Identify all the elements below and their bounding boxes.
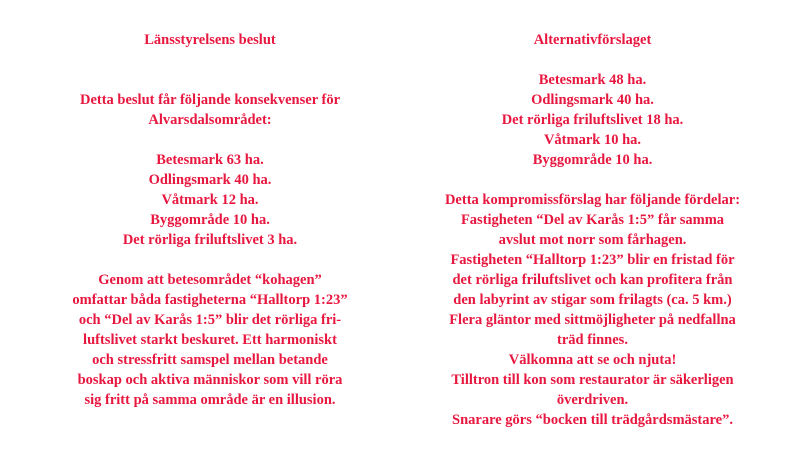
left-paragraph-line: sig fritt på samma område är en illusion. [84,392,336,408]
left-paragraph-line: Genom att betesområdet “kohagen” [98,272,322,288]
left-area-list [20,150,400,250]
left-intro-line: Alvarsdalsområdet: [148,112,272,128]
right-paragraph-line: det rörliga friluftslivet och kan profitera från [452,272,733,288]
right-paragraph [400,190,785,430]
right-area-item: Byggområde 10 ha. [532,152,653,168]
left-intro-line: Detta beslut får följande konsekvenser för [79,92,341,108]
right-paragraph-line: Flera gläntor med sittmöjligheter på nedfallna [449,312,736,328]
right-paragraph-line: Tilltron till kon som restaurator är säkerligen [451,372,734,388]
right-paragraph-line: den labyrint av stigar som frilagts (ca. 5 km.) [453,292,732,308]
right-area-item: Det rörliga friluftslivet 18 ha. [501,112,684,128]
left-area-item: Betesmark 63 ha. [156,152,264,168]
left-paragraph-line: omfattar båda fastigheterna “Halltorp 1:23” [72,292,348,308]
right-paragraph-line: träd finnes. [557,332,628,348]
left-area-item: Odlingsmark 40 ha. [148,172,272,188]
left-area-item: Våtmark 12 ha. [161,192,259,208]
right-paragraph-line: Snarare görs “bocken till trädgårdsmästare”. [452,412,733,428]
left-intro [20,90,400,130]
left-title: Länsstyrelsens beslut [144,32,276,48]
left-paragraph-line: luftslivet starkt beskuret. Ett harmoniskt [83,332,337,348]
right-area-item: Våtmark 10 ha. [543,132,642,148]
left-area-item: Det rörliga friluftslivet 3 ha. [122,232,298,248]
right-title: Alternativförslaget [533,32,652,48]
left-paragraph-line: och stressfritt samspel mellan betande [92,352,328,368]
right-paragraph-line: Välkomna att se och njuta! [508,352,677,368]
right-paragraph-line: Detta kompromissförslag har följande fördelar: [444,192,741,208]
right-paragraph-line: överdriven. [556,392,629,408]
right-area-list [400,70,785,170]
right-paragraph-line: Fastigheten “Halltorp 1:23” blir en fristad för [450,252,735,268]
left-paragraph-line: boskap och aktiva människor som vill röra [77,372,343,388]
left-paragraph-line: och “Del av Karås 1:5” blir det rörliga fri- [78,312,342,328]
right-area-item: Betesmark 48 ha. [538,72,647,88]
right-paragraph-line: Fastigheten “Del av Karås 1:5” får samma [460,212,725,228]
right-area-item: Odlingsmark 40 ha. [531,92,654,108]
left-column [20,30,400,410]
left-paragraph [20,270,400,410]
left-area-item: Byggområde 10 ha. [150,212,270,228]
right-paragraph-line: avslut mot norr som fårhagen. [498,232,687,248]
right-column [400,30,785,430]
